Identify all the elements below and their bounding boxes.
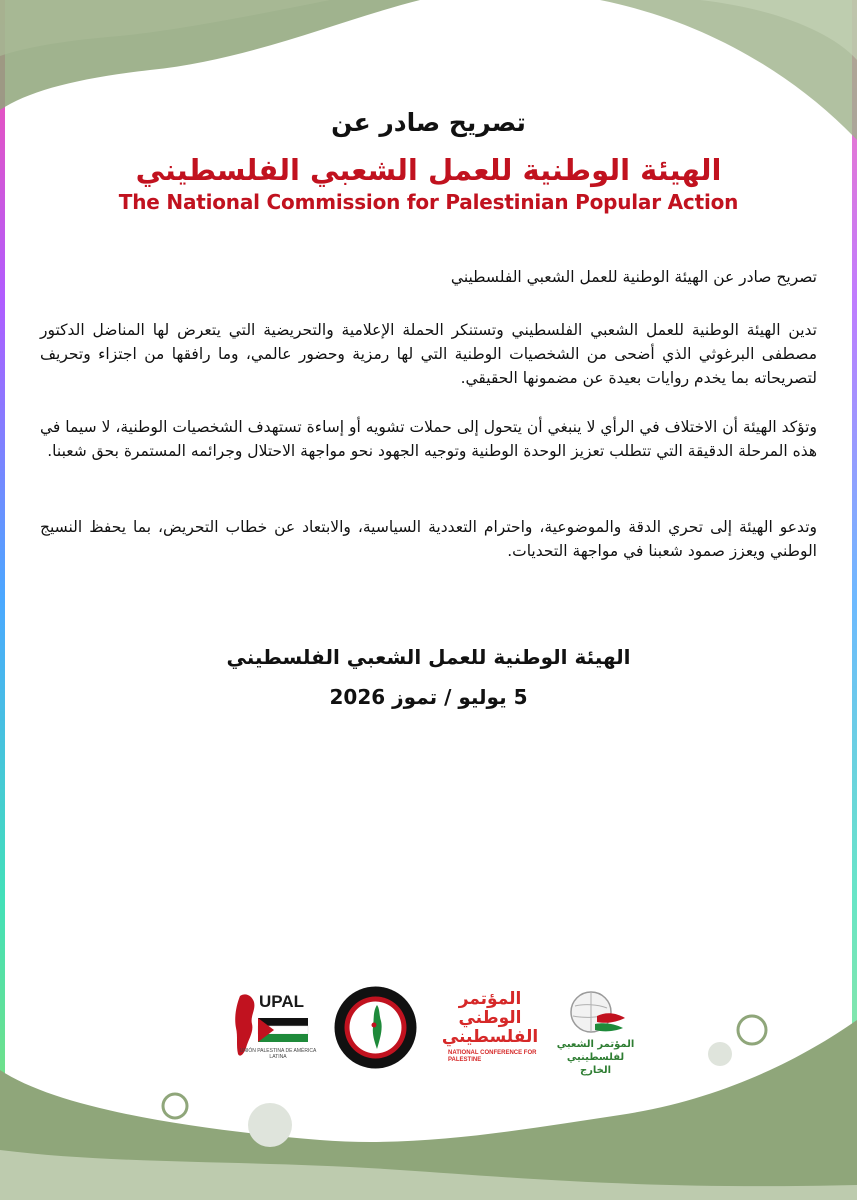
statement-paragraph-1: تدين الهيئة الوطنية للعمل الشعبي الفلسطيني وتستنكر الحملة الإعلامية والتحريضية التي يتعرض لها المناضل الدكتور مصطفى البرغوثي الذي أضحى من الشخصيات الوطنية التي لها رمزية وحضور عالمي، وما رافقها من اجتزاء وتحريف لتصريحاته بما يخدم روايات بعيدة عن مضمونها الحقيقي. — [40, 321, 817, 387]
signature-org: الهيئة الوطنية للعمل الشعبي الفلسطيني — [226, 645, 631, 669]
palestinian-conference-emblem — [333, 985, 418, 1070]
statement-date: 5 يوليو / تموز 2026 — [329, 685, 528, 709]
statement-paragraph-2: وتؤكد الهيئة أن الاختلاف في الرأي لا ينبغي أن يتحول إلى حملات تشويه أو إساءة تستهدف الشخصيات الوطنية، لا سيما في هذه المرحلة الدقيقة التي تتطلب تعزيز الوحدة الوطنية وتوجيه الجهود نحو مواجهة الاحتلال وجرائمه المستمرة بحق شعبنا. — [40, 418, 817, 460]
upal-wordmark: UPAL — [259, 992, 305, 1011]
statement-intro: تصريح صادر عن الهيئة الوطنية للعمل الشعبي الفلسطيني — [450, 268, 817, 286]
globe-icon — [553, 988, 638, 1038]
upal-subtitle: UNIÓN PALESTINA DE AMÉRICA LATINA — [239, 1048, 317, 1060]
upal-logo — [232, 988, 317, 1070]
national-conference-logo — [440, 990, 540, 1070]
org-name-arabic: الهيئة الوطنية للعمل الشعبي الفلسطيني — [135, 153, 722, 187]
popular-conference-arabic: المؤتمر الشعبي لفلسطينيي الخارج — [556, 1039, 635, 1076]
national-conference-english: NATIONAL CONFERENCE FOR PALESTINE — [448, 1050, 537, 1063]
national-conference-arabic: المؤتمر الوطني الفلسطيني — [441, 989, 539, 1047]
statement-paragraph-3: وتدعو الهيئة إلى تحري الدقة والموضوعية، واحترام التعددية السياسية، والابتعاد عن خطاب التحريض، بما يحفظ النسيج الوطني ويعزز صمود شعبنا في مواجهة التحديات. — [40, 518, 817, 560]
page-title: تصريح صادر عن — [331, 108, 526, 137]
popular-conference-logo — [553, 988, 638, 1076]
palestine-map-emblem-icon — [333, 985, 418, 1070]
org-name-english: The National Commission for Palestinian Popular Action — [118, 190, 739, 214]
